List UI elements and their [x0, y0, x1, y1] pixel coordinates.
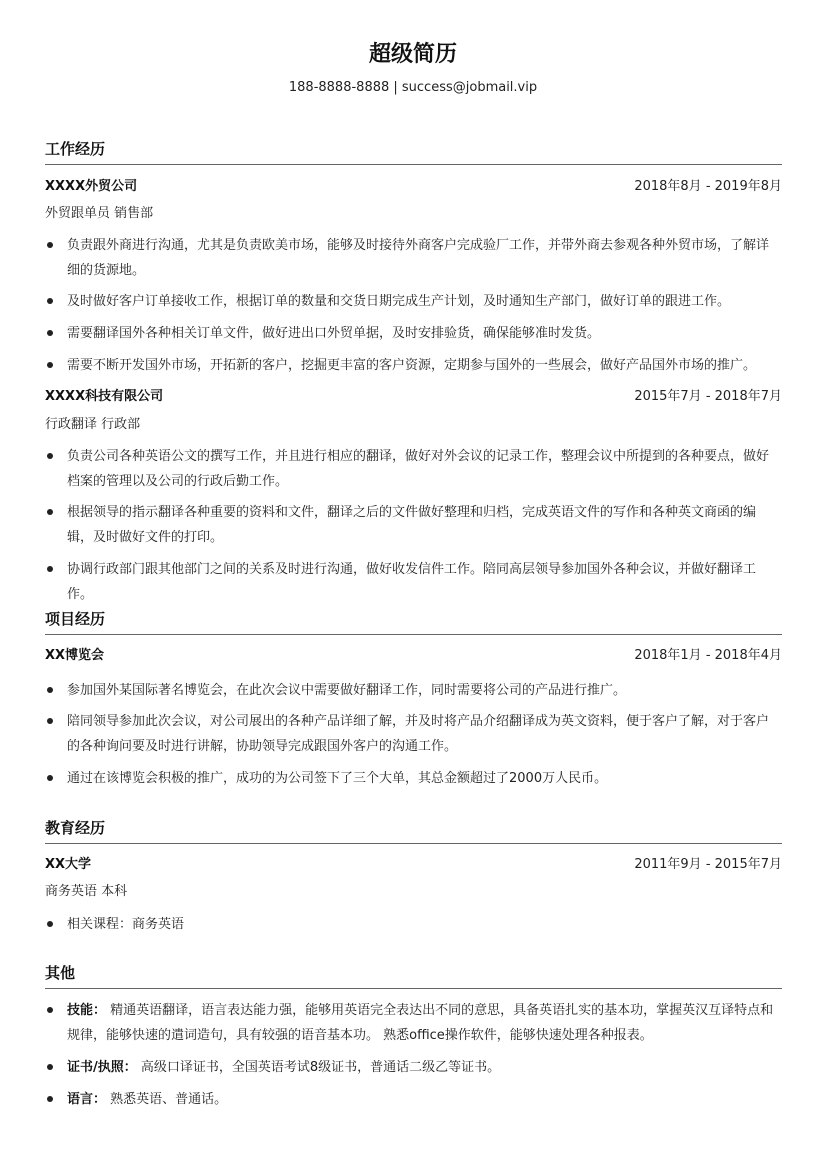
- item-text: 熟悉英语、普通话。: [106, 1092, 228, 1107]
- section-title: 其他: [45, 964, 76, 982]
- bullet-icon: [47, 242, 53, 248]
- list-item-text: 相关课程：商务英语: [67, 917, 185, 932]
- education-date: 2011年9月 - 2015年7月: [634, 857, 782, 872]
- section-work-heading: [45, 136, 782, 165]
- job-header: [45, 385, 782, 409]
- list-item: [67, 500, 779, 550]
- list-item: [67, 678, 779, 703]
- contact-info: 188-8888-8888 | success@jobmail.vip: [288, 80, 538, 95]
- list-item: [67, 353, 779, 378]
- list-item-text: 通过在该博览会积极的推广，成功的为公司签下了三个大单，其总金额超过了2000万人民币。: [67, 771, 608, 786]
- list-item: [67, 1087, 779, 1112]
- job-date: 2018年8月 - 2019年8月: [634, 179, 782, 194]
- bullet-icon: [47, 509, 53, 515]
- job-role: 行政翻译 行政部: [45, 417, 141, 432]
- section-title: 工作经历: [45, 140, 106, 158]
- section-project-heading: [45, 606, 782, 635]
- project-date: 2018年1月 - 2018年4月: [634, 648, 782, 663]
- list-item: [67, 321, 779, 346]
- item-label: 技能：: [67, 1003, 107, 1018]
- resume-title: 超级简历: [368, 42, 457, 67]
- item-label: 证书/执照：: [67, 1060, 137, 1075]
- bullet-icon: [47, 1096, 53, 1102]
- bullet-icon: [47, 1007, 53, 1013]
- project-name: XX博览会: [45, 648, 105, 663]
- list-item: [67, 912, 779, 937]
- company-name: XXXX科技有限公司: [45, 389, 164, 404]
- list-item: [67, 233, 779, 283]
- list-item: [67, 998, 779, 1048]
- list-item-text: 陪同领导参加此次会议，对公司展出的各种产品详细了解，并及时将产品介绍翻译成为英文资料，便于客户了解，对于客户的各种询问要及时进行讲解，协助领导完成跟国外客户的沟通工作。: [67, 714, 770, 754]
- bullet-icon: [47, 687, 53, 693]
- item-label: 语言：: [67, 1092, 107, 1107]
- section-other-heading: [45, 960, 782, 989]
- list-item: [67, 289, 779, 314]
- list-item: [67, 1055, 779, 1080]
- bullet-icon: [47, 566, 53, 572]
- list-item-text: 协调行政部门跟其他部门之间的关系及时进行沟通，做好收发信件工作。陪同高层领导参加国外各种会议，并做好翻译工作。: [67, 562, 757, 602]
- project-header: [45, 644, 782, 668]
- list-item-text: 及时做好客户订单接收工作，根据订单的数量和交货日期完成生产计划，及时通知生产部门，做好订单的跟进工作。: [67, 294, 731, 309]
- bullet-icon: [47, 1064, 53, 1070]
- list-item-text: 参加国外某国际著名博览会，在此次会议中需要做好翻译工作，同时需要将公司的产品进行推广。: [67, 683, 627, 698]
- list-item-text: 需要翻译国外各种相关订单文件，做好进出口外贸单据，及时安排验货，确保能够准时发货。: [67, 326, 601, 341]
- item-text: 高级口译证书，全国英语考试8级证书，普通话二级乙等证书。: [136, 1060, 501, 1075]
- bullet-icon: [47, 362, 53, 368]
- section-title: 项目经历: [45, 610, 106, 628]
- list-item-text: 负责跟外商进行沟通，尤其是负责欧美市场，能够及时接待外商客户完成验厂工作，并带外商去参观各种外贸市场，了解详细的货源地。: [67, 238, 770, 278]
- company-name: XXXX外贸公司: [45, 179, 138, 194]
- job-date: 2015年7月 - 2018年7月: [634, 389, 782, 404]
- section-title: 教育经历: [45, 819, 106, 837]
- list-item: [67, 709, 779, 759]
- bullet-icon: [47, 453, 53, 459]
- bullet-icon: [47, 775, 53, 781]
- bullet-icon: [47, 298, 53, 304]
- bullet-icon: [47, 921, 53, 927]
- job-role: 外贸跟单员 销售部: [45, 206, 154, 221]
- list-item: [67, 766, 779, 791]
- job-header: [45, 175, 782, 199]
- degree: 商务英语 本科: [45, 884, 128, 899]
- education-header: [45, 853, 782, 877]
- school-name: XX大学: [45, 857, 92, 872]
- bullet-icon: [47, 330, 53, 336]
- list-item: [67, 557, 779, 607]
- list-item: [67, 444, 779, 494]
- list-item-text: 负责公司各种英语公文的撰写工作，并且进行相应的翻译，做好对外会议的记录工作，整理会议中所提到的各种要点，做好档案的管理以及公司的行政后勤工作。: [67, 449, 770, 489]
- list-item-text: 需要不断开发国外市场，开拓新的客户，挖掘更丰富的客户资源，定期参与国外的一些展会，做好产品国外市场的推广。: [67, 358, 757, 373]
- bullet-icon: [47, 718, 53, 724]
- list-item-text: 根据领导的指示翻译各种重要的资料和文件，翻译之后的文件做好整理和归档，完成英语文件的写作和各种英文商函的编辑，及时做好文件的打印。: [67, 505, 757, 545]
- section-education-heading: [45, 815, 782, 844]
- item-text: 精通英语翻译，语言表达能力强，能够用英语完全表达出不同的意思，具备英语扎实的基本功，掌握英汉互译特点和规律，能够快速的遣词造句，具有较强的语音基本功。 熟悉office操作软件，能够快速处理各种报表。: [67, 1003, 774, 1043]
